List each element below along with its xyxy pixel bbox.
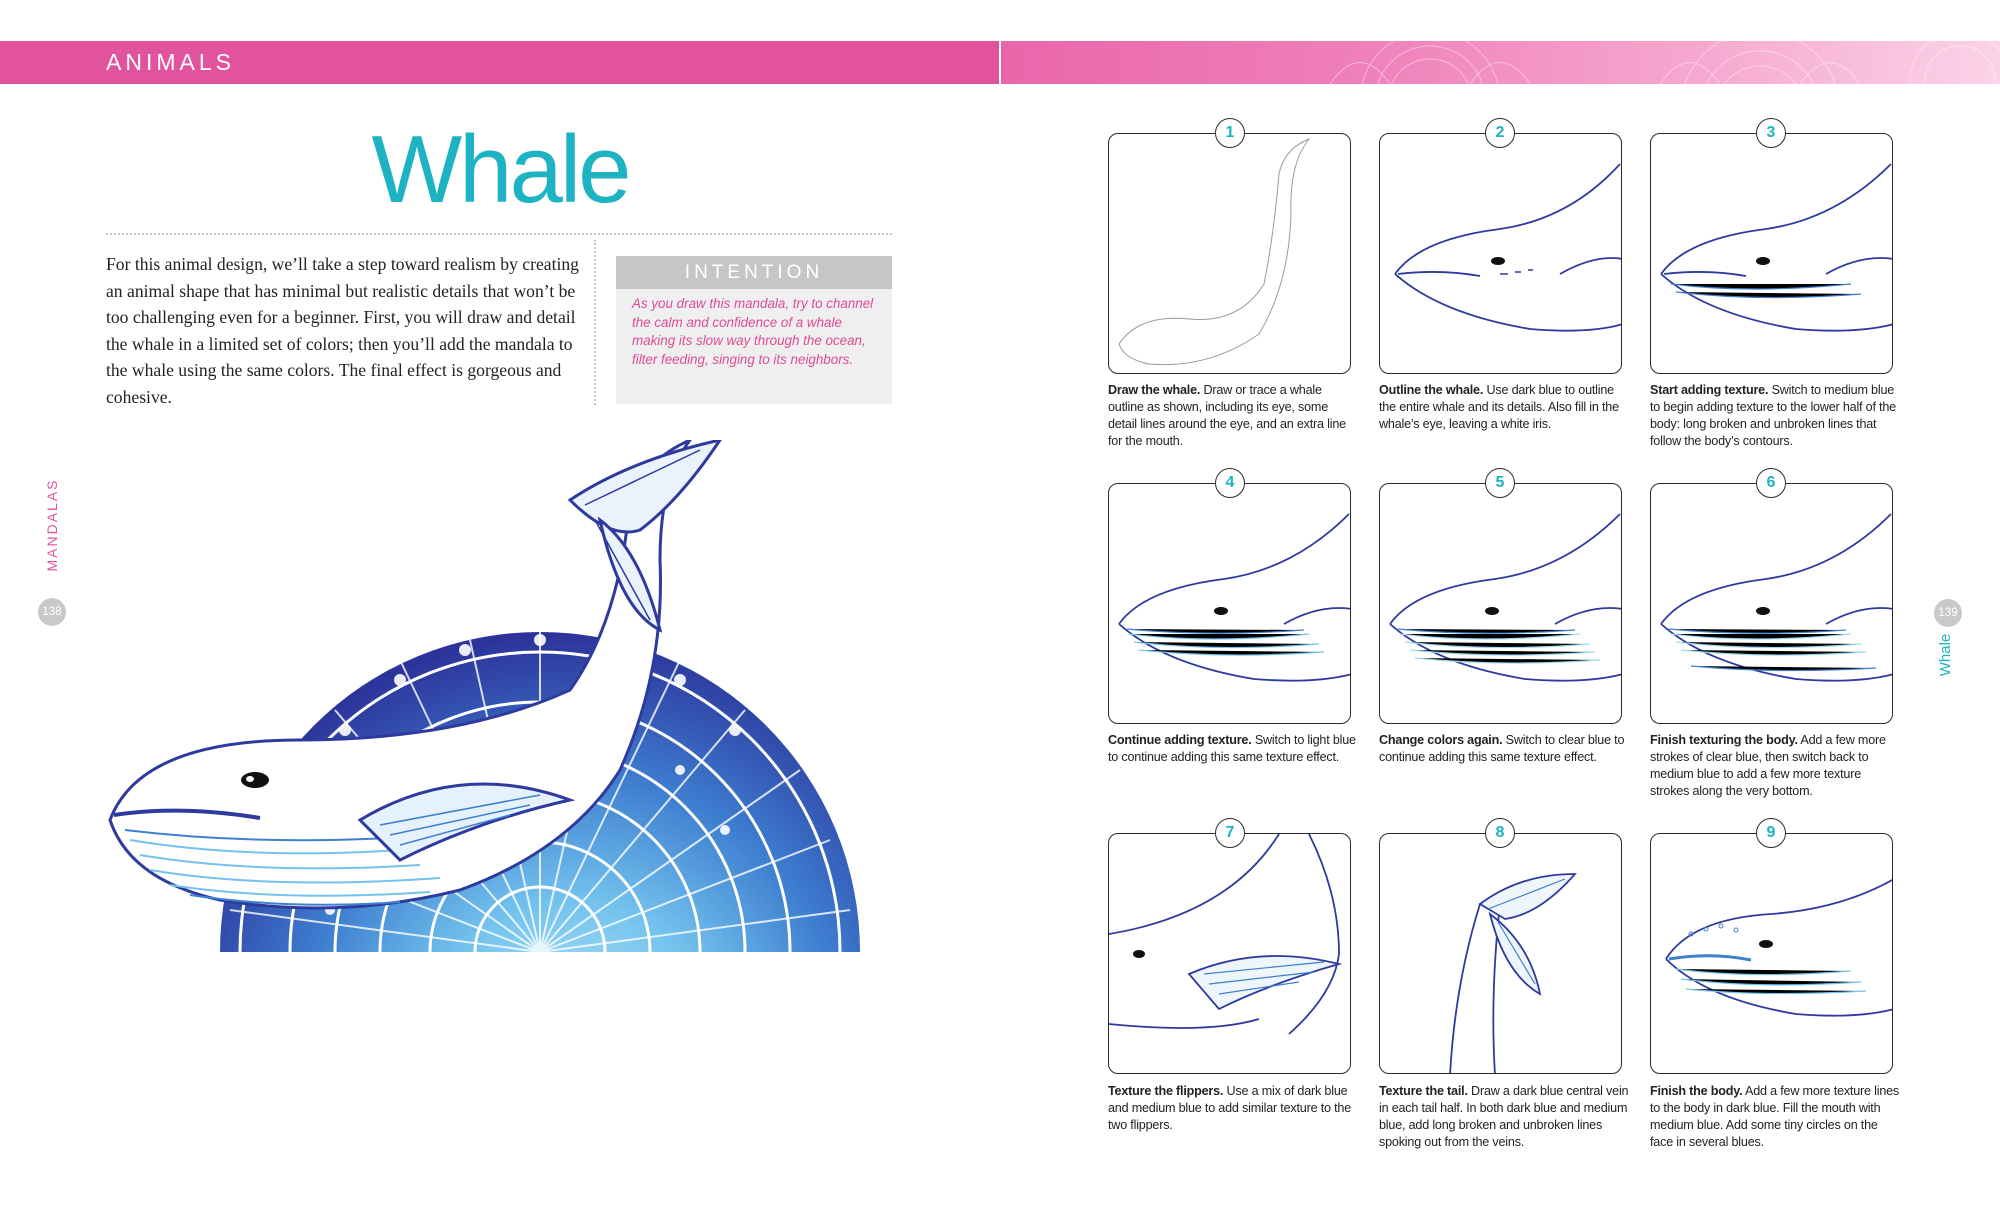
step-caption-2: Outline the whale. Use dark blue to outline the entire whale and its details. Also fill in the whale’s eye, leaving a white iris.: [1379, 383, 1619, 431]
mandala-pattern-icon: [1000, 41, 2000, 84]
step-panel-9: [1650, 833, 1893, 1074]
step-number-6: 6: [1756, 468, 1786, 498]
step-number-8: 8: [1485, 818, 1515, 848]
page-title: Whale: [371, 116, 629, 223]
intention-box: [616, 256, 892, 404]
step-panel-1: [1108, 133, 1351, 374]
step-panel-6: [1650, 483, 1893, 724]
step-number-5: 5: [1485, 468, 1515, 498]
step-caption-3: Start adding texture. Switch to medium blue to begin adding texture to the lower half of the body: long broken and unbroken lines that follow the body’s contours.: [1650, 383, 1896, 448]
section-label: ANIMALS: [106, 49, 235, 75]
step-panel-2: [1379, 133, 1622, 374]
step-panel-8: [1379, 833, 1622, 1074]
whale-mandala-illustration: [100, 440, 900, 1130]
step-number-9: 9: [1756, 818, 1786, 848]
step-panel-7: [1108, 833, 1351, 1074]
step-number-1: 1: [1215, 118, 1245, 148]
intention-text: As you draw this mandala, try to channel the calm and confidence of a whale making its slow way through the ocean, filter feeding, singing to its neighbors.: [632, 296, 874, 367]
step-panel-3: [1650, 133, 1893, 374]
step-number-4: 4: [1215, 468, 1245, 498]
step-panel-5: [1379, 483, 1622, 724]
step-number-2: 2: [1485, 118, 1515, 148]
intention-heading: INTENTION: [616, 256, 892, 289]
side-label-whale: Whale: [1937, 633, 1954, 677]
page-number-right: 139: [1934, 599, 1962, 627]
intro-paragraph: For this animal design, we’ll take a step toward realism by creating an animal shape that has minimal but realistic details that won’t be too challenging even for a beginner. First, you will draw and detail the whale in a limited set of colors; then you’ll add the mandala to the whale using the same colors. The final effect is gorgeous and cohesive.: [106, 254, 579, 407]
step-caption-6: Finish texturing the body. Add a few more strokes of clear blue, then switch back to medium blue to add a few more texture strokes along the very bottom.: [1650, 733, 1886, 798]
step-caption-1: Draw the whale. Draw or trace a whale outline as shown, including its eye, some detail lines around the eye, and an extra line for the mouth.: [1108, 383, 1346, 448]
side-label-mandalas: MANDALAS: [44, 478, 60, 572]
decorative-header-band: [1000, 41, 2000, 84]
step-number-7: 7: [1215, 818, 1245, 848]
divider-vertical: [594, 240, 596, 405]
step-caption-5: Change colors again. Switch to clear blue to continue adding this same texture effect.: [1379, 733, 1625, 764]
page-number-left: 138: [38, 598, 66, 626]
page-gutter: [999, 41, 1001, 84]
step-caption-7: Texture the flippers. Use a mix of dark blue and medium blue to add similar texture to the two flippers.: [1108, 1084, 1352, 1132]
step-caption-9: Finish the body. Add a few more texture lines to the body in dark blue. Fill the mouth with medium blue. Add some tiny circles on the face in several blues.: [1650, 1084, 1900, 1149]
divider: [106, 233, 892, 235]
step-panel-4: [1108, 483, 1351, 724]
step-caption-4: Continue adding texture. Switch to light blue to continue adding this same texture effect.: [1108, 733, 1356, 764]
step-number-3: 3: [1756, 118, 1786, 148]
step-caption-8: Texture the tail. Draw a dark blue central vein in each tail half. In both dark blue and medium blue, add long broken and unbroken lines spoking out from the veins.: [1379, 1084, 1629, 1149]
